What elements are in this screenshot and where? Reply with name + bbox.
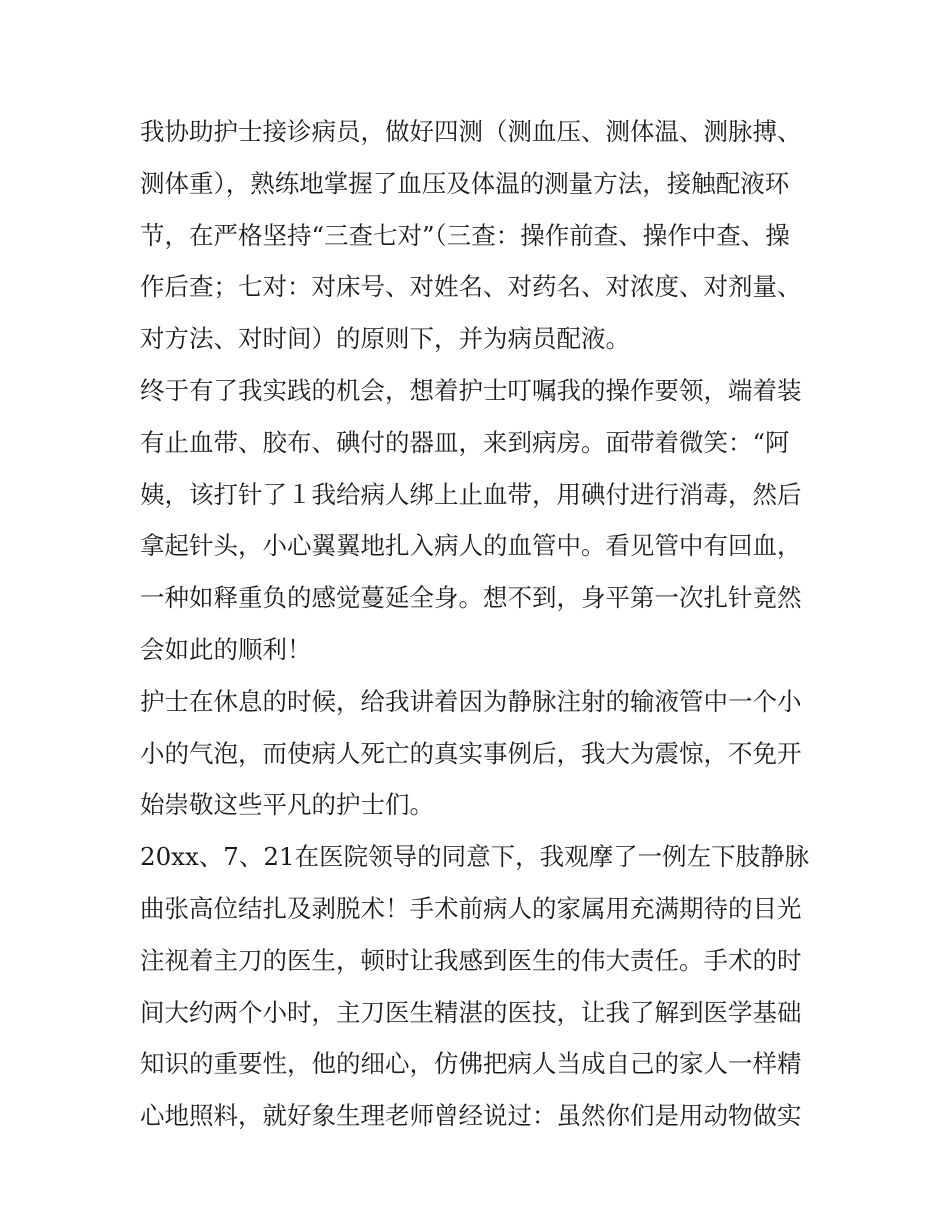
text-line: 心地照料，就好象生理老师曾经说过：虽然你们是用动物做实 bbox=[140, 1101, 802, 1131]
paragraph-3 bbox=[140, 676, 812, 831]
text-line: 对方法、对时间）的原则下，并为病员配液。 bbox=[140, 324, 630, 354]
text-line: 知识的重要性，他的细心，仿佛把病人当成自己的家人一样精 bbox=[140, 1049, 802, 1079]
text-line: 姨，该打针了１我给病人绑上止血带，用碘付进行消毒，然后 bbox=[140, 479, 802, 509]
document-body bbox=[140, 106, 812, 1142]
text-line: 终于有了我实践的机会，想着护士叮嘱我的操作要领，端着装 bbox=[140, 375, 802, 405]
text-line: 我协助护士接诊病员，做好四测（测血压、测体温、测脉搏、 bbox=[140, 117, 802, 146]
text-line: 节，在严格坚持“三查七对”（三查：操作前查、操作中查、操 bbox=[140, 220, 790, 250]
text-line: 注视着主刀的医生，顿时让我感到医生的伟大责任。手术的时 bbox=[140, 945, 802, 975]
text-line: 小的气泡，而使病人死亡的真实事例后，我大为震惊，不免开 bbox=[140, 738, 802, 768]
text-line: 曲张高位结扎及剥脱术！手术前病人的家属用充满期待的目光 bbox=[140, 893, 802, 923]
text-line: 一种如释重负的感觉蔓延全身。想不到，身平第一次扎针竟然 bbox=[140, 583, 802, 613]
text-line: 护士在休息的时候，给我讲着因为静脉注射的输液管中一个小 bbox=[140, 686, 802, 716]
text-line: 测体重），熟练地掌握了血压及体温的测量方法，接触配液环 bbox=[140, 168, 790, 198]
text-line: 20xx、7、21在医院领导的同意下，我观摩了一例左下肢静脉 bbox=[140, 842, 810, 872]
text-line: 作后查；七对：对床号、对姓名、对药名、对浓度、对剂量、 bbox=[140, 272, 802, 302]
text-line: 拿起针头，小心翼翼地扎入病人的血管中。看见管中有回血， bbox=[140, 531, 802, 561]
paragraph-2 bbox=[140, 365, 812, 676]
text-line: 有止血带、胶布、碘付的器皿，来到病房。面带着微笑：“阿 bbox=[140, 427, 790, 457]
paragraph-4 bbox=[140, 831, 812, 1142]
paragraph-1 bbox=[140, 106, 812, 365]
text-line: 始崇敬这些平凡的护士们。 bbox=[140, 790, 434, 820]
text-line: 会如此的顺利！ bbox=[140, 634, 312, 664]
text-line: 间大约两个小时，主刀医生精湛的医技，让我了解到医学基础 bbox=[140, 997, 802, 1027]
